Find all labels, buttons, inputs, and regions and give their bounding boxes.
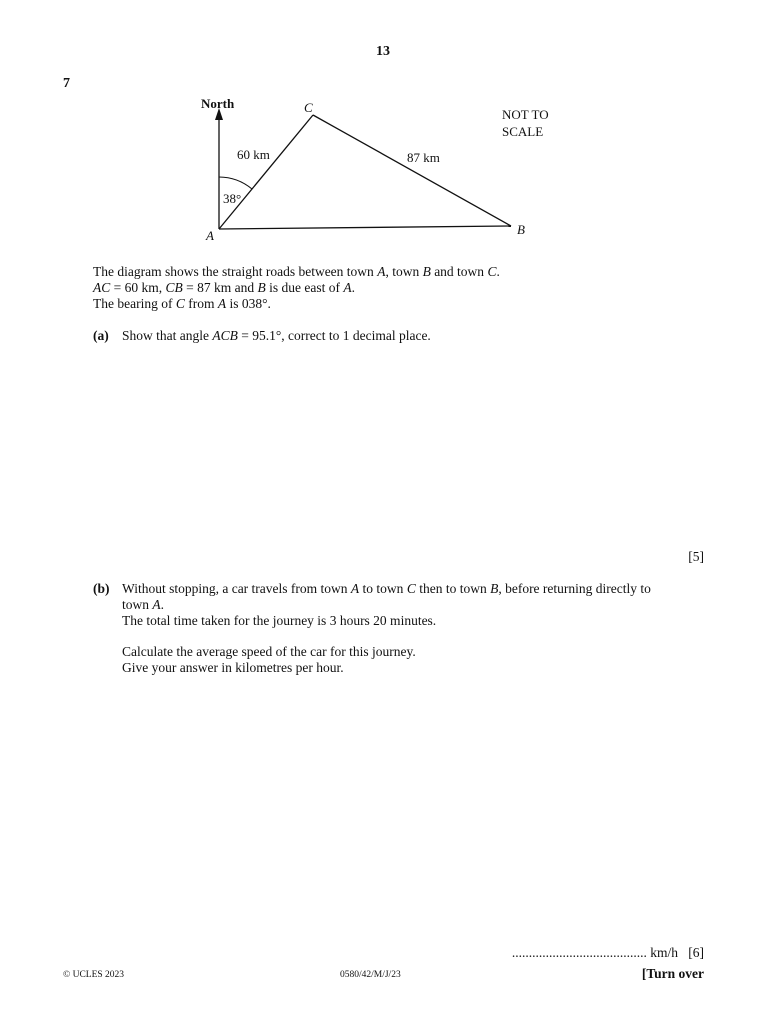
scale-note-line2: SCALE [502, 124, 544, 139]
part-a-question: Show that angle ACB = 95.1°, correct to 1 decimal place. [122, 328, 431, 343]
part-a-marks: [5] [688, 549, 704, 564]
point-b-label: B [517, 222, 525, 237]
question-number: 7 [63, 76, 70, 91]
triangle-diagram [190, 90, 550, 250]
cb-length-label: 87 km [407, 150, 440, 165]
side-cb [313, 115, 511, 226]
part-b-line-5: Give your answer in kilometres per hour. [122, 660, 344, 675]
part-b-marks: [6] [688, 945, 704, 960]
stem-line-2: AC = 60 km, CB = 87 km and B is due east of A. [93, 280, 355, 295]
answer-line: ........................................ km/h [511, 945, 678, 960]
angle-label: 38° [223, 191, 242, 206]
part-b-line-2: town A. [122, 597, 164, 612]
point-a-label: A [206, 228, 214, 243]
point-c-label: C [304, 100, 313, 115]
side-ab [219, 226, 511, 229]
part-b-line-3: The total time taken for the journey is 3 hours 20 minutes. [122, 613, 437, 628]
stem-line-3: The bearing of C from A is 038°. [93, 296, 271, 311]
ac-length-label: 60 km [237, 147, 270, 162]
part-b-line-1: Without stopping, a car travels from town A to town C then to town B, before returning directly to [122, 581, 651, 596]
page-number: 13 [376, 44, 390, 59]
part-b-label: (b) [93, 581, 110, 596]
side-ac [219, 115, 313, 229]
turn-over: [Turn over [641, 966, 704, 981]
part-b-line-4: Calculate the average speed of the car for this journey. [122, 644, 416, 659]
paper-code: 0580/42/M/J/23 [340, 970, 401, 980]
part-a-label: (a) [93, 328, 109, 343]
north-label: North [201, 96, 235, 111]
copyright: © UCLES 2023 [63, 970, 125, 980]
angle-arc [219, 177, 252, 189]
scale-note-line1: NOT TO [502, 107, 549, 122]
stem-line-1: The diagram shows the straight roads between town A, town B and town C. [93, 264, 500, 279]
